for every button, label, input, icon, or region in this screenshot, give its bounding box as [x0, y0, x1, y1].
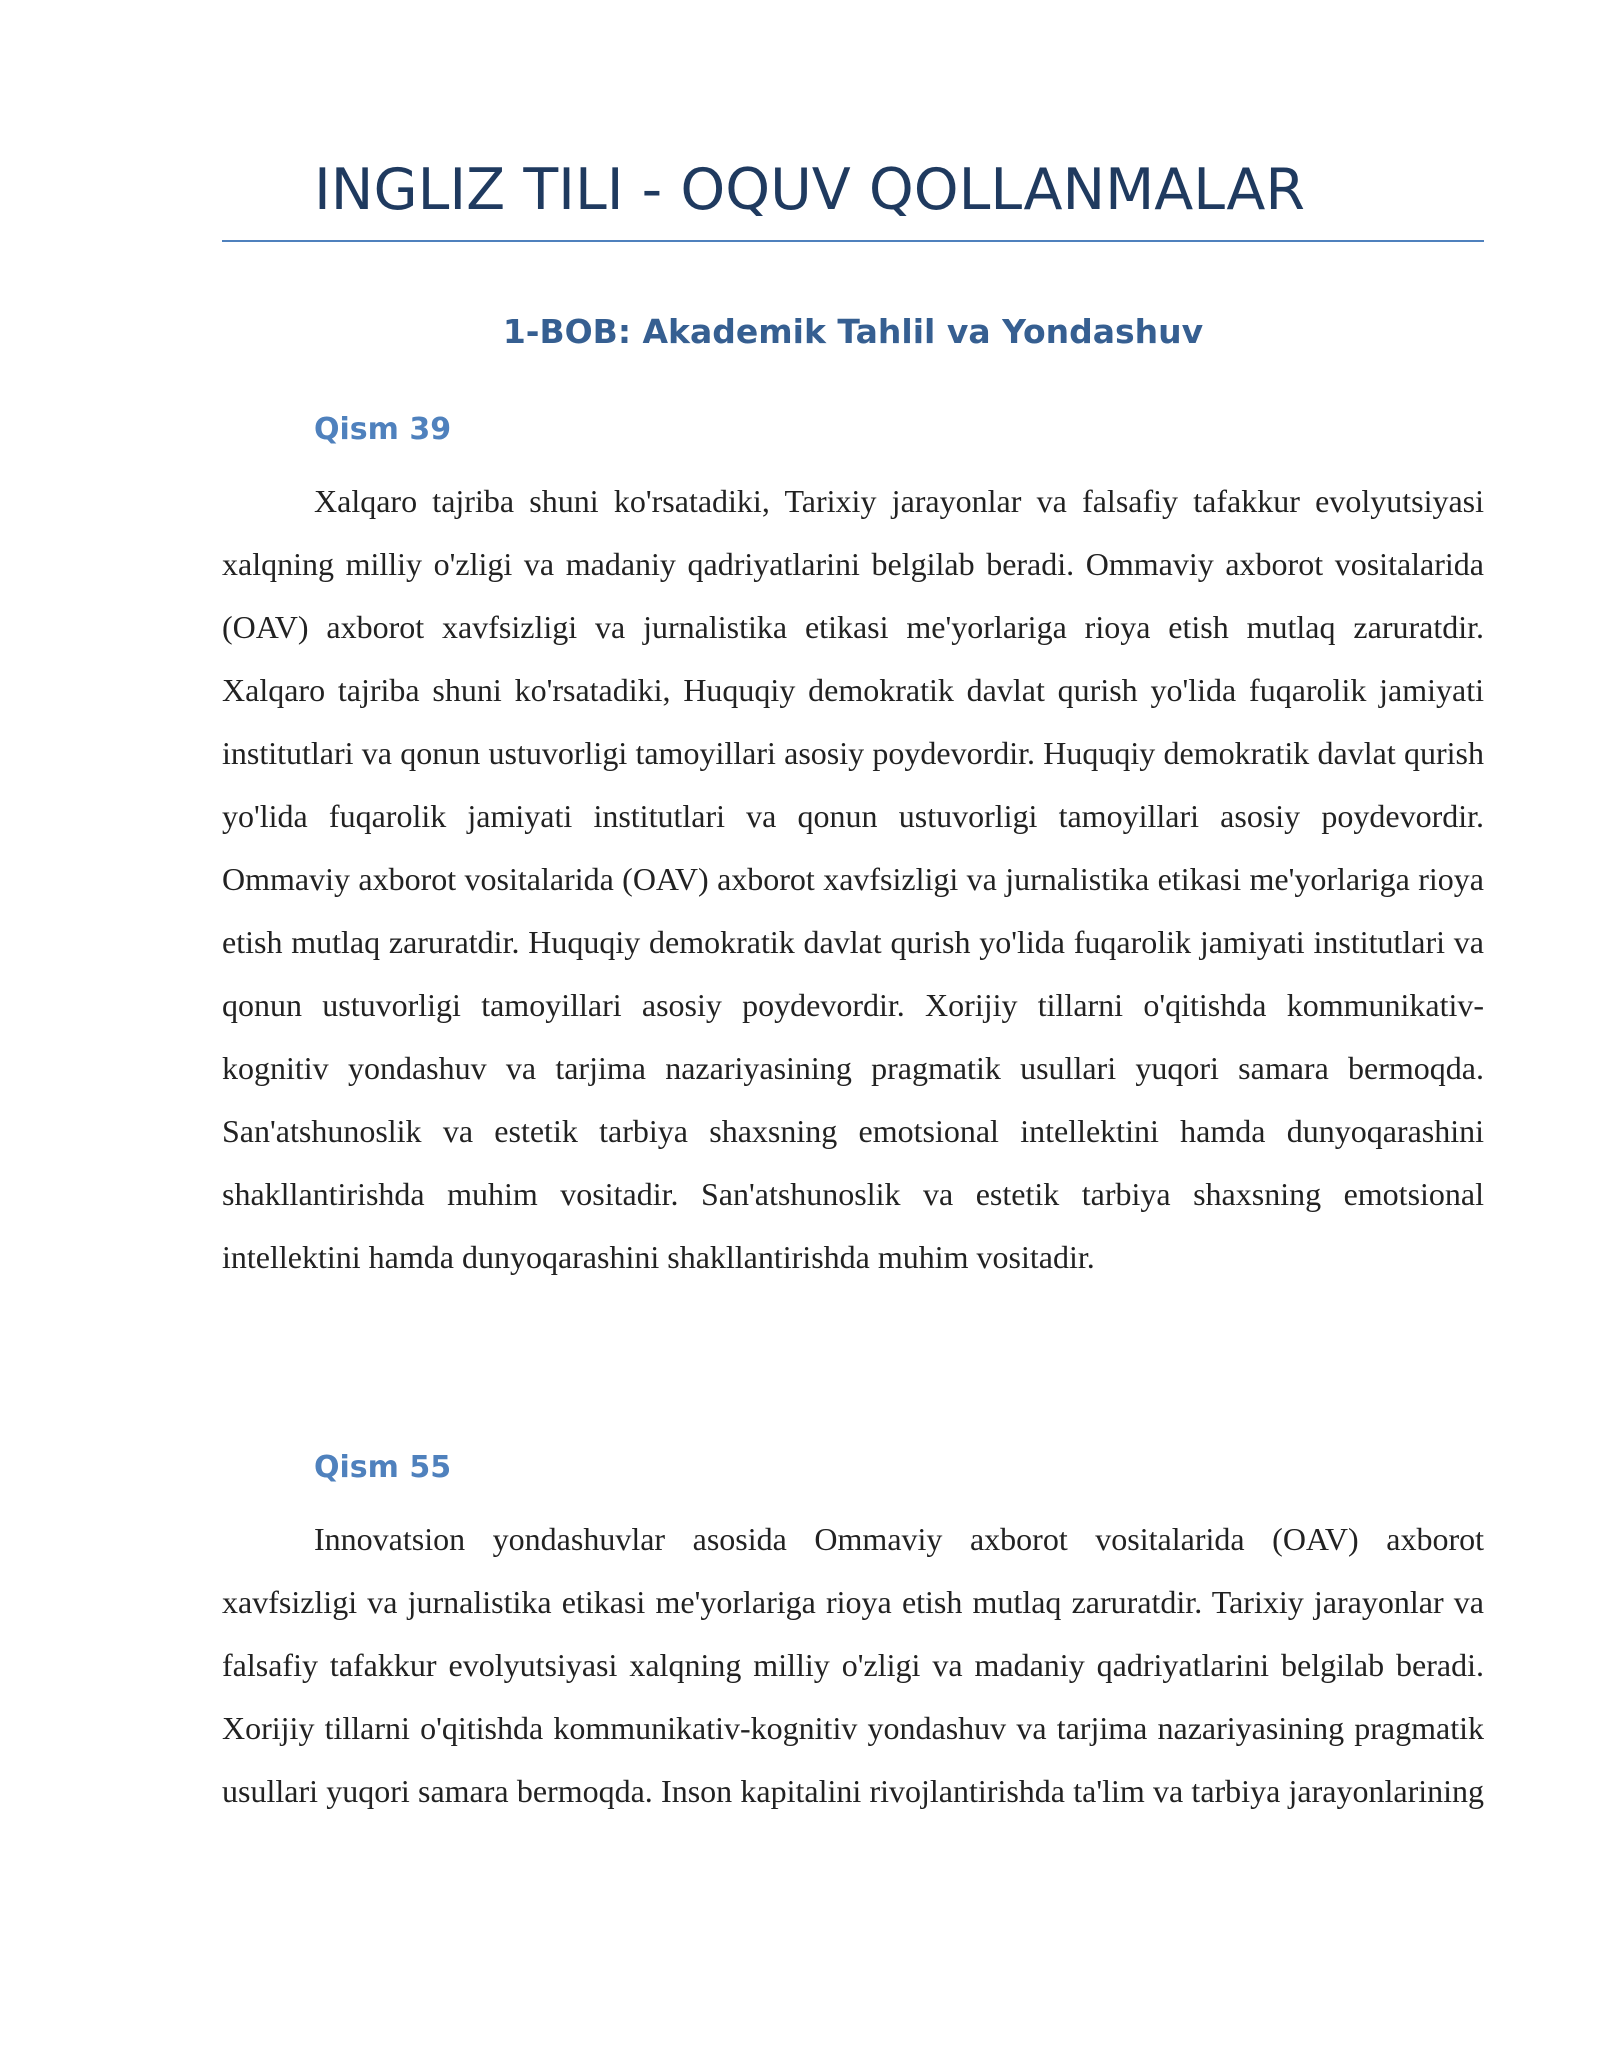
section-body-paragraph: Innovatsion yondashuvlar asosida Ommaviy axborot vositalarida (OAV) axborot xavfsizligi va jurnalistika etikasi me'yorlariga rioya etish mutlaq zaruratdir. Tarixiy jarayonlar va falsafiy tafakkur evolyutsiyasi xalqning milliy o'zligi va madaniy qadriyatlarini belgilab beradi. Xorijiy tillarni o'qitishda kommunikativ-kognitiv yondashuv va tarjima nazariyasining pragmatik usullari yuqori samara bermoqda. Inson kapitalini rivojlantirishda ta'lim va tarbiya jarayonlarining — [222, 1521, 1484, 1809]
title-underline-divider — [222, 240, 1484, 242]
section-heading: Qism 39 — [314, 412, 452, 447]
section-body-paragraph: Xalqaro tajriba shuni ko'rsatadiki, Tarixiy jarayonlar va falsafiy tafakkur evolyutsiyasi xalqning milliy o'zligi va madaniy qadriyatlarini belgilab beradi. Ommaviy axborot vositalarida (OAV) axborot xavfsizligi va jurnalistika etikasi me'yorlariga rioya etish mutlaq zaruratdir. Xalqaro tajriba shuni ko'rsatadiki, Huquqiy demokratik davlat qurish yo'lida fuqarolik jamiyati institutlari va qonun ustuvorligi tamoyillari asosiy poydevordir. Huquqiy demokratik davlat qurish yo'lida fuqarolik jamiyati institutlari va qonun ustuvorligi tamoyillari asosiy poydevordir. Ommaviy axborot vositalarida (OAV) axborot xavfsizligi va jurnalistika etikasi me'yorlariga rioya etish mutlaq zaruratdir. Huquqiy demokratik davlat qurish yo'lida fuqarolik jamiyati institutlari va qonun ustuvorligi tamoyillari asosiy poydevordir. Xorijiy tillarni o'qitishda kommunikativ-kognitiv yondashuv va tarjima nazariyasining pragmatik usullari yuqori samara bermoqda. San'atshunoslik va estetik tarbiya shaxsning emotsional intellektini hamda dunyoqarashini shakllantirishda muhim vositadir. San'atshunoslik va estetik tarbiya shaxsning emotsional intellektini hamda dunyoqarashini shakllantirishda muhim vositadir. — [222, 483, 1484, 1275]
section-heading: Qism 55 — [314, 1450, 452, 1485]
document-title: INGLIZ TILI - OQUV QOLLANMALAR — [314, 157, 1305, 223]
chapter-heading: 1-BOB: Akademik Tahlil va Yondashuv — [502, 312, 1204, 351]
